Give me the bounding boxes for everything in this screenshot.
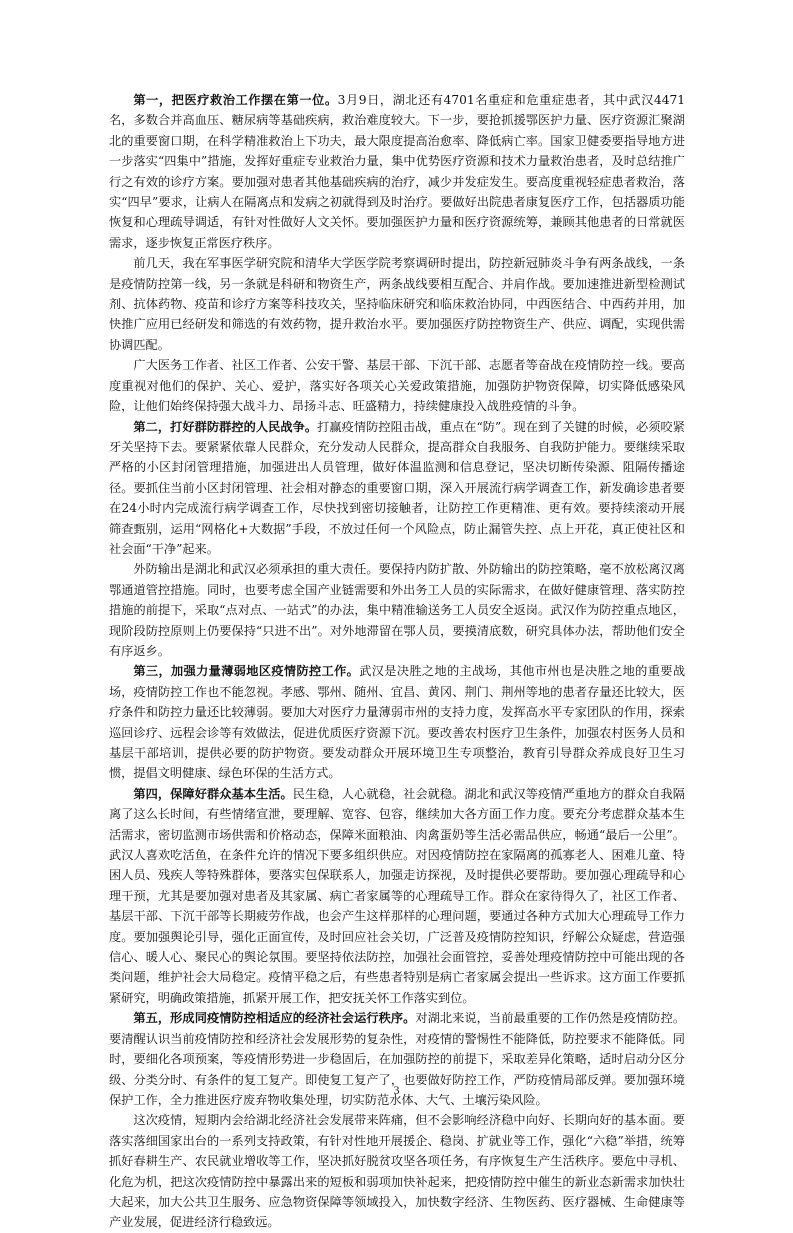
paragraph-5 [109, 559, 685, 661]
paragraph-text-1: 3月9日，湖北还有4701名重症和危重症患者，其中武汉4471名，多数合并高血压、糖尿病等基础疾病，救治难度较大。下一步，要抢抓援鄂医护力量、医疗资源汇聚湖北的重要窗口期，在科学精准救治上下功夫，最大限度提高治愈率、降低病亡率。国家卫健委要指导地方进一步落实“四集中”措施，发挥好重症专业救治力量，集中优势医疗资源和技术力量救治患者，及时总结推广行之有效的诊疗方案。要加强对患者其他基础疾病的治疗，减少并发症发生。要高度重视轻症患者救治，落实“四早”要求，让病人在隔离点和发病之初就得到及时治疗。要做好出院患者康复医疗工作，包括器质功能恢复和心理疏导调适，有针对性做好人文关怀。要加强医护力量和医疗资源统筹，兼顾其他患者的日常就医需求，逐步恢复正常医疗秩序。 [109, 93, 685, 250]
paragraph-text-6: 武汉是决胜之地的主战场，其他市州也是决胜之地的重要战场，疫情防控工作也不能忽视。孝感、鄂州、随州、宜昌、黄冈、荆门、荆州等地的患者存量还比较大，医疗条件和防控力量还比较薄弱。要加大对医疗力量薄弱市州的支持力度，发挥高水平专家团队的作用，探索巡回诊疗、远程会诊等有效做法，促进优质医疗资源下沉。要改善农村医疗卫生条件，加强农村医务人员和基层干部培训，提供必要的防护物资。要发动群众开展环境卫生专项整治，教育引导群众养成良好卫生习惯，提倡文明健康、绿色环保的生活方式。 [109, 664, 686, 781]
paragraph-4 [109, 417, 685, 560]
paragraph-1 [109, 90, 685, 253]
section-heading-3: 第三，加强力量薄弱地区疫情防控工作。 [133, 664, 360, 679]
paragraph-text-9: 这次疫情，短期内会给湖北经济社会发展带来阵痛，但不会影响经济稳中向好、长期向好的基本面。要落实落细国家出台的一系列支持政策，有针对性地开展援企、稳岗、扩就业等工作，强化“六稳”举措，统筹抓好春耕生产、农民就业增收等工作，坚决抓好脱贫攻坚各项任务，有序恢复生产生活秩序。要危中寻机、化危为机，把这次疫情防控中暴露出来的短板和弱项加快补起来，把疫情防控中催生的新业态新需求加快壮大起来，加大公共卫生服务、应急物资保障等领域投入，加快数字经济、生物医药、医疗器械、生命健康等产业发展，促进经济行稳致远。 [109, 1113, 685, 1230]
section-heading-5: 第五，形成同疫情防控相适应的经济社会运行秩序。 [133, 1011, 416, 1026]
paragraph-9 [109, 1110, 685, 1232]
paragraph-text-2: 前几天，我在军事医学研究院和清华大学医学院考察调研时提出，防控新冠肺炎斗争有两条战线，一条是疫情防控第一线，另一条就是科研和物资生产，两条战线要相互配合、并肩作战。要加速推进新型检测试剂、抗体药物、疫苗和诊疗方案等科技攻关，坚持临床研究和临床救治协同，中西医结合、中西药并用，加快推广应用已经研发和筛选的有效药物，提升救治水平。要加强医疗防控物资生产、供应、调配，实现供需协调匹配。 [109, 256, 685, 352]
paragraph-3 [109, 355, 685, 416]
paragraph-text-5: 外防输出是湖北和武汉必须承担的重大责任。要保持内防扩散、外防输出的防控策略，毫不放松离汉离鄂通道管控措施。同时，也要考虑全国产业链需要和外出务工人员的实际需求，在做好健康管理、落实防控措施的前提下，采取“点对点、一站式”的办法，集中精准输送务工人员安全返岗。武汉作为防控重点地区，现阶段防控原则上仍要保持“只进不出”。对外地滞留在鄂人员，要摸清底数，研究具体办法，帮助他们安全有序返乡。 [109, 562, 685, 658]
paragraph-text-8: 对湖北来说，当前最重要的工作仍然是疫情防控。要清醒认识当前疫情防控和经济社会发展形势的复杂性，对疫情的警惕性不能降低，防控要求不能降低。同时，要细化各项预案，等疫情形势进一步稳固后，在加强防控的前提下，采取差异化策略，适时启动分区分级、分类分时、有条件的复工复产。即使复工复产了，也要做好防控工作，严防疫情局部反弹。要加强环境保护工作，全力推进医疗废弃物收集处理，切实防范水体、大气、土壤污染风险。 [109, 1011, 686, 1107]
section-heading-2: 第二，打好群防群控的人民战争。 [133, 419, 318, 434]
document-body [109, 90, 685, 1233]
section-heading-1: 第一，把医疗救治工作摆在第一位。 [133, 93, 338, 107]
paragraph-text-7: 民生稳，人心就稳，社会就稳。湖北和武汉等疫情严重地方的群众自我隔离了这么长时间，有些情绪宣泄，要理解、宽容、包容，继续加大各方面工作力度。要充分考虑群众基本生活需求，密切监测市场供需和价格动态，保障米面粮油、肉禽蛋奶等生活必需品供应，畅通“最后一公里”。武汉人喜欢吃活鱼，在条件允许的情况下要多组织供应。对因疫情防控在家隔离的孤寡老人、困难儿童、特困人员、残疾人等特殊群体，要落实包保联系人，加强走访探视，及时提供必要帮助。要加强心理疏导和心理干预，尤其是要加强对患者及其家属、病亡者家属等的心理疏导工作。群众在家待得久了，社区工作者、基层干部、下沉干部等长期疲劳作战，也会产生这样那样的心理问题，要通过各种方式加大心理疏导工作力度。要加强舆论引导，强化正面宣传，及时回应社会关切，广泛普及疫情防控知识，纾解公众疑虑，营造强信心、暖人心、聚民心的舆论氛围。要坚持依法防控，加强社会面管控，妥善处理疫情防控中可能出现的各类问题，维护社会大局稳定。疫情平稳之后，有些患者特别是病亡者家属会提出一些诉求。这方面工作要抓紧研究，明确政策措施，抓紧开展工作，把安抚关怀工作落实到位。 [109, 786, 685, 1005]
page-number: 3 [393, 1083, 400, 1097]
paragraph-6 [109, 661, 685, 783]
paragraph-text-4: 打赢疫情防控阻击战，重点在“防”。现在到了关键的时候，必须咬紧牙关坚持下去。要紧紧依靠人民群众，充分发动人民群众，提高群众自我服务、自我防护能力。要继续采取严格的小区封闭管理措施，加强进出人员管理，做好体温监测和信息登记，坚决切断传染源、阻隔传播途径。要抓住当前小区封闭管理、社会相对静态的重要窗口期，深入开展流行病学调查工作，新发确诊患者要在24小时内完成流行病学调查工作，尽快找到密切接触者，让防控工作更精准、更有效。要持续滚动开展筛查甄别，运用“网格化+大数据”手段，不放过任何一个风险点，防止漏管失控、点上开花，真正使社区和社会面“干净”起来。 [109, 419, 685, 556]
paragraph-2 [109, 253, 685, 355]
paragraph-text-3: 广大医务工作者、社区工作者、公安干警、基层干部、下沉干部、志愿者等奋战在疫情防控一线。要高度重视对他们的保护、关心、爱护，落实好各项关心关爱政策措施，加强防护物资保障，切实降低感染风险，让他们始终保持强大战斗力、昂扬斗志、旺盛精力，持续健康投入战胜疫情的斗争。 [109, 358, 685, 414]
section-heading-4: 第四，保障好群众基本生活。 [133, 786, 293, 801]
paragraph-7 [109, 784, 685, 1008]
